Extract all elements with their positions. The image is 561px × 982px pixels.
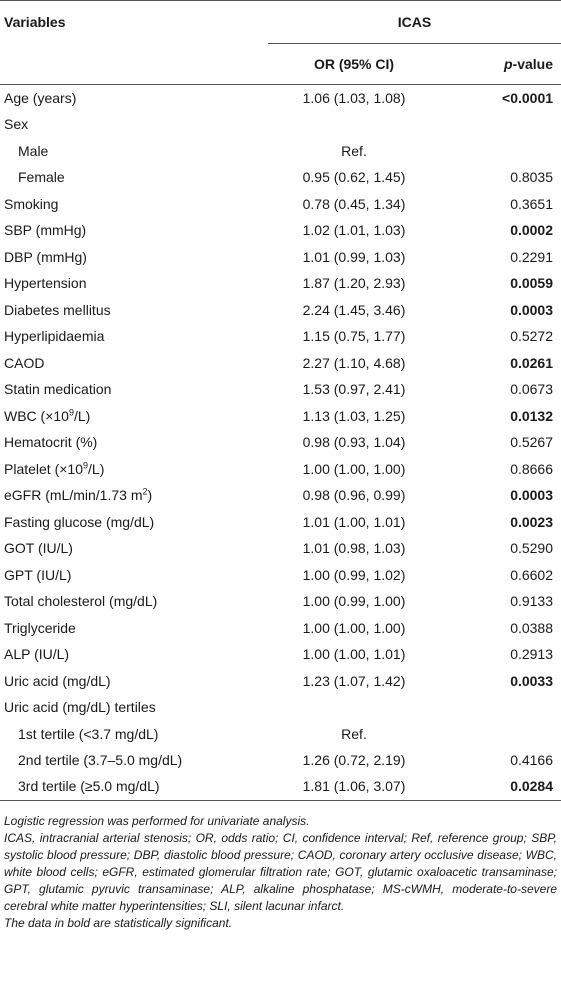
table-row — [0, 85, 561, 112]
table-row — [0, 297, 561, 324]
row-p-value: 0.0002 — [510, 222, 554, 239]
table-row — [0, 774, 561, 801]
row-variable: Smoking — [4, 195, 59, 212]
row-p-value: 0.0003 — [510, 301, 554, 318]
row-variable: Hematocrit (%) — [4, 434, 98, 451]
table-row — [0, 191, 561, 218]
row-or: 1.01 (0.98, 1.03) — [302, 540, 406, 557]
table-row — [0, 641, 561, 668]
p-suffix: -value — [512, 56, 554, 72]
table-row — [0, 721, 561, 748]
row-or: 1.87 (1.20, 2.93) — [302, 275, 406, 292]
row-variable: Total cholesterol (mg/dL) — [4, 593, 158, 610]
row-or: 1.00 (1.00, 1.01) — [302, 646, 406, 663]
row-variable: GPT (IU/L) — [4, 566, 72, 583]
row-or: 1.06 (1.03, 1.08) — [302, 90, 406, 106]
table-row — [0, 244, 561, 271]
row-p-value — [440, 111, 561, 138]
row-or: Ref. — [341, 142, 367, 159]
row-or: 1.00 (1.00, 1.00) — [302, 460, 406, 477]
row-or: 1.02 (1.01, 1.03) — [302, 222, 406, 239]
row-p-value: 0.2913 — [510, 646, 554, 663]
row-p-value — [440, 694, 561, 721]
row-variable: Triglyceride — [4, 619, 76, 636]
row-variable: 3rd tertile (≥5.0 mg/dL) — [18, 777, 160, 794]
row-p-value: 0.3651 — [510, 195, 554, 212]
row-or: 1.00 (1.00, 1.00) — [302, 619, 406, 636]
row-p-value — [440, 721, 561, 748]
row-or — [268, 694, 440, 721]
row-variable: DBP (mmHg) — [4, 248, 87, 265]
table-row — [0, 138, 561, 165]
table-row — [0, 456, 561, 483]
table-row — [0, 217, 561, 244]
table-row — [0, 615, 561, 642]
table-row — [0, 429, 561, 456]
row-variable: eGFR (mL/min/1.73 $m^2$) — [4, 486, 153, 504]
row-or: 2.27 (1.10, 4.68) — [302, 354, 406, 371]
row-p-value: 0.0261 — [510, 354, 554, 371]
row-p-value: 0.0673 — [510, 381, 554, 398]
row-or: 2.24 (1.45, 3.46) — [302, 301, 406, 318]
row-p-value: <0.0001 — [502, 90, 554, 106]
row-p-value — [440, 138, 561, 165]
table-row — [0, 111, 561, 138]
row-p-value: 0.0132 — [510, 407, 554, 424]
table-row — [0, 323, 561, 350]
row-or: 1.13 (1.03, 1.25) — [302, 407, 406, 424]
table-body — [0, 85, 561, 801]
row-or: 1.26 (0.72, 2.19) — [302, 752, 406, 769]
row-variable: WBC $(\times 10^9/L)$ — [4, 407, 91, 424]
row-variable: Uric acid (mg/dL) — [4, 672, 111, 689]
row-p-value: 0.8666 — [510, 460, 554, 477]
footnote-abbreviations: ICAS, intracranial arterial stenosis; OR, odds ratio; CI, confidence interval; Ref, reference group; SBP, systolic blood pressure; DBP, diastolic blood pressure; CAOD, coronary artery occlusive disease; WBC, white blood cells; eGFR, estimated glomerular filtration rate; GOT, glutamic oxaloacetic transaminase; GPT, glutamic pyruvic transaminase; ALP, alkaline phosphatase; MS-cWMH, moderate-to-severe cerebral white matter hyperintensities; SLI, silent lacunar infarct. — [4, 831, 557, 913]
footnote-bold-note: The data in bold are statistically significant. — [4, 916, 233, 930]
row-variable: GOT (IU/L) — [4, 540, 73, 557]
row-or: 1.00 (0.99, 1.00) — [302, 593, 406, 610]
table-row — [0, 482, 561, 509]
row-variable: Sex — [4, 116, 29, 133]
row-or: 1.01 (0.99, 1.03) — [302, 248, 406, 265]
table-row — [0, 694, 561, 721]
p-italic: p — [503, 56, 513, 72]
row-variable: 2nd tertile (3.7–5.0 mg/dL) — [18, 752, 183, 769]
table-row — [0, 535, 561, 562]
row-variable: ALP (IU/L) — [4, 646, 70, 663]
row-or: 1.81 (1.06, 3.07) — [302, 777, 406, 794]
row-p-value: 0.5272 — [510, 328, 554, 345]
row-p-value: 0.4166 — [510, 752, 554, 769]
row-p-value: 0.8035 — [510, 169, 554, 186]
row-or: 0.98 (0.93, 1.04) — [302, 434, 406, 451]
table-row — [0, 403, 561, 430]
row-or: 1.23 (1.07, 1.42) — [302, 672, 406, 689]
table-row — [0, 668, 561, 695]
table-row — [0, 164, 561, 191]
row-p-value: 0.2291 — [510, 248, 554, 265]
footnote-analysis: Logistic regression was performed for univariate analysis. — [4, 814, 310, 828]
row-variable: Male — [18, 142, 49, 159]
row-or: 1.01 (1.00, 1.01) — [302, 513, 406, 530]
row-variable: Age (years) — [4, 90, 77, 106]
row-variable: Diabetes mellitus — [4, 301, 111, 318]
row-p-value: 0.0003 — [510, 487, 554, 504]
row-variable: Statin medication — [4, 381, 112, 398]
table-row — [0, 509, 561, 536]
row-p-value: 0.0033 — [510, 672, 554, 689]
row-p-value: 0.9133 — [510, 593, 554, 610]
or-column-header: OR (95% CI) — [268, 44, 440, 85]
row-p-value: 0.0023 — [510, 513, 554, 530]
table-row — [0, 376, 561, 403]
row-p-value: 0.5267 — [510, 434, 554, 451]
row-or — [268, 111, 440, 138]
row-variable: Fasting glucose (mg/dL) — [4, 513, 155, 530]
p-value-column-header — [440, 44, 561, 85]
row-variable: CAOD — [4, 354, 45, 371]
table-row — [0, 270, 561, 297]
table-row — [0, 747, 561, 774]
table-footnotes — [0, 801, 561, 932]
row-variable: Uric acid (mg/dL) tertiles — [4, 699, 156, 716]
variables-header: Variables — [0, 1, 268, 85]
row-p-value: 0.0284 — [510, 777, 554, 794]
table-row — [0, 562, 561, 589]
row-variable: Hyperlipidaemia — [4, 328, 105, 345]
table-row — [0, 350, 561, 377]
row-variable: 1st tertile (<3.7 mg/dL) — [18, 725, 159, 742]
row-p-value: 0.6602 — [510, 566, 554, 583]
row-variable: Female — [18, 169, 65, 186]
row-p-value: 0.0388 — [510, 619, 554, 636]
row-p-value: 0.0059 — [510, 275, 554, 292]
table-row — [0, 588, 561, 615]
row-or: 1.15 (0.75, 1.77) — [302, 328, 406, 345]
row-or: 1.00 (0.99, 1.02) — [302, 566, 406, 583]
row-or: 0.78 (0.45, 1.34) — [302, 195, 406, 212]
row-or: 1.53 (0.97, 2.41) — [302, 381, 406, 398]
row-variable: Platelet $(\times 10^9/L)$ — [4, 460, 105, 477]
row-or: 0.95 (0.62, 1.45) — [302, 169, 406, 186]
row-variable: Hypertension — [4, 275, 87, 292]
row-variable: SBP (mmHg) — [4, 222, 87, 239]
icas-group-header: ICAS — [268, 1, 561, 44]
row-or: 0.98 (0.96, 0.99) — [302, 487, 406, 504]
row-or: Ref. — [341, 725, 367, 742]
row-p-value: 0.5290 — [510, 540, 554, 557]
